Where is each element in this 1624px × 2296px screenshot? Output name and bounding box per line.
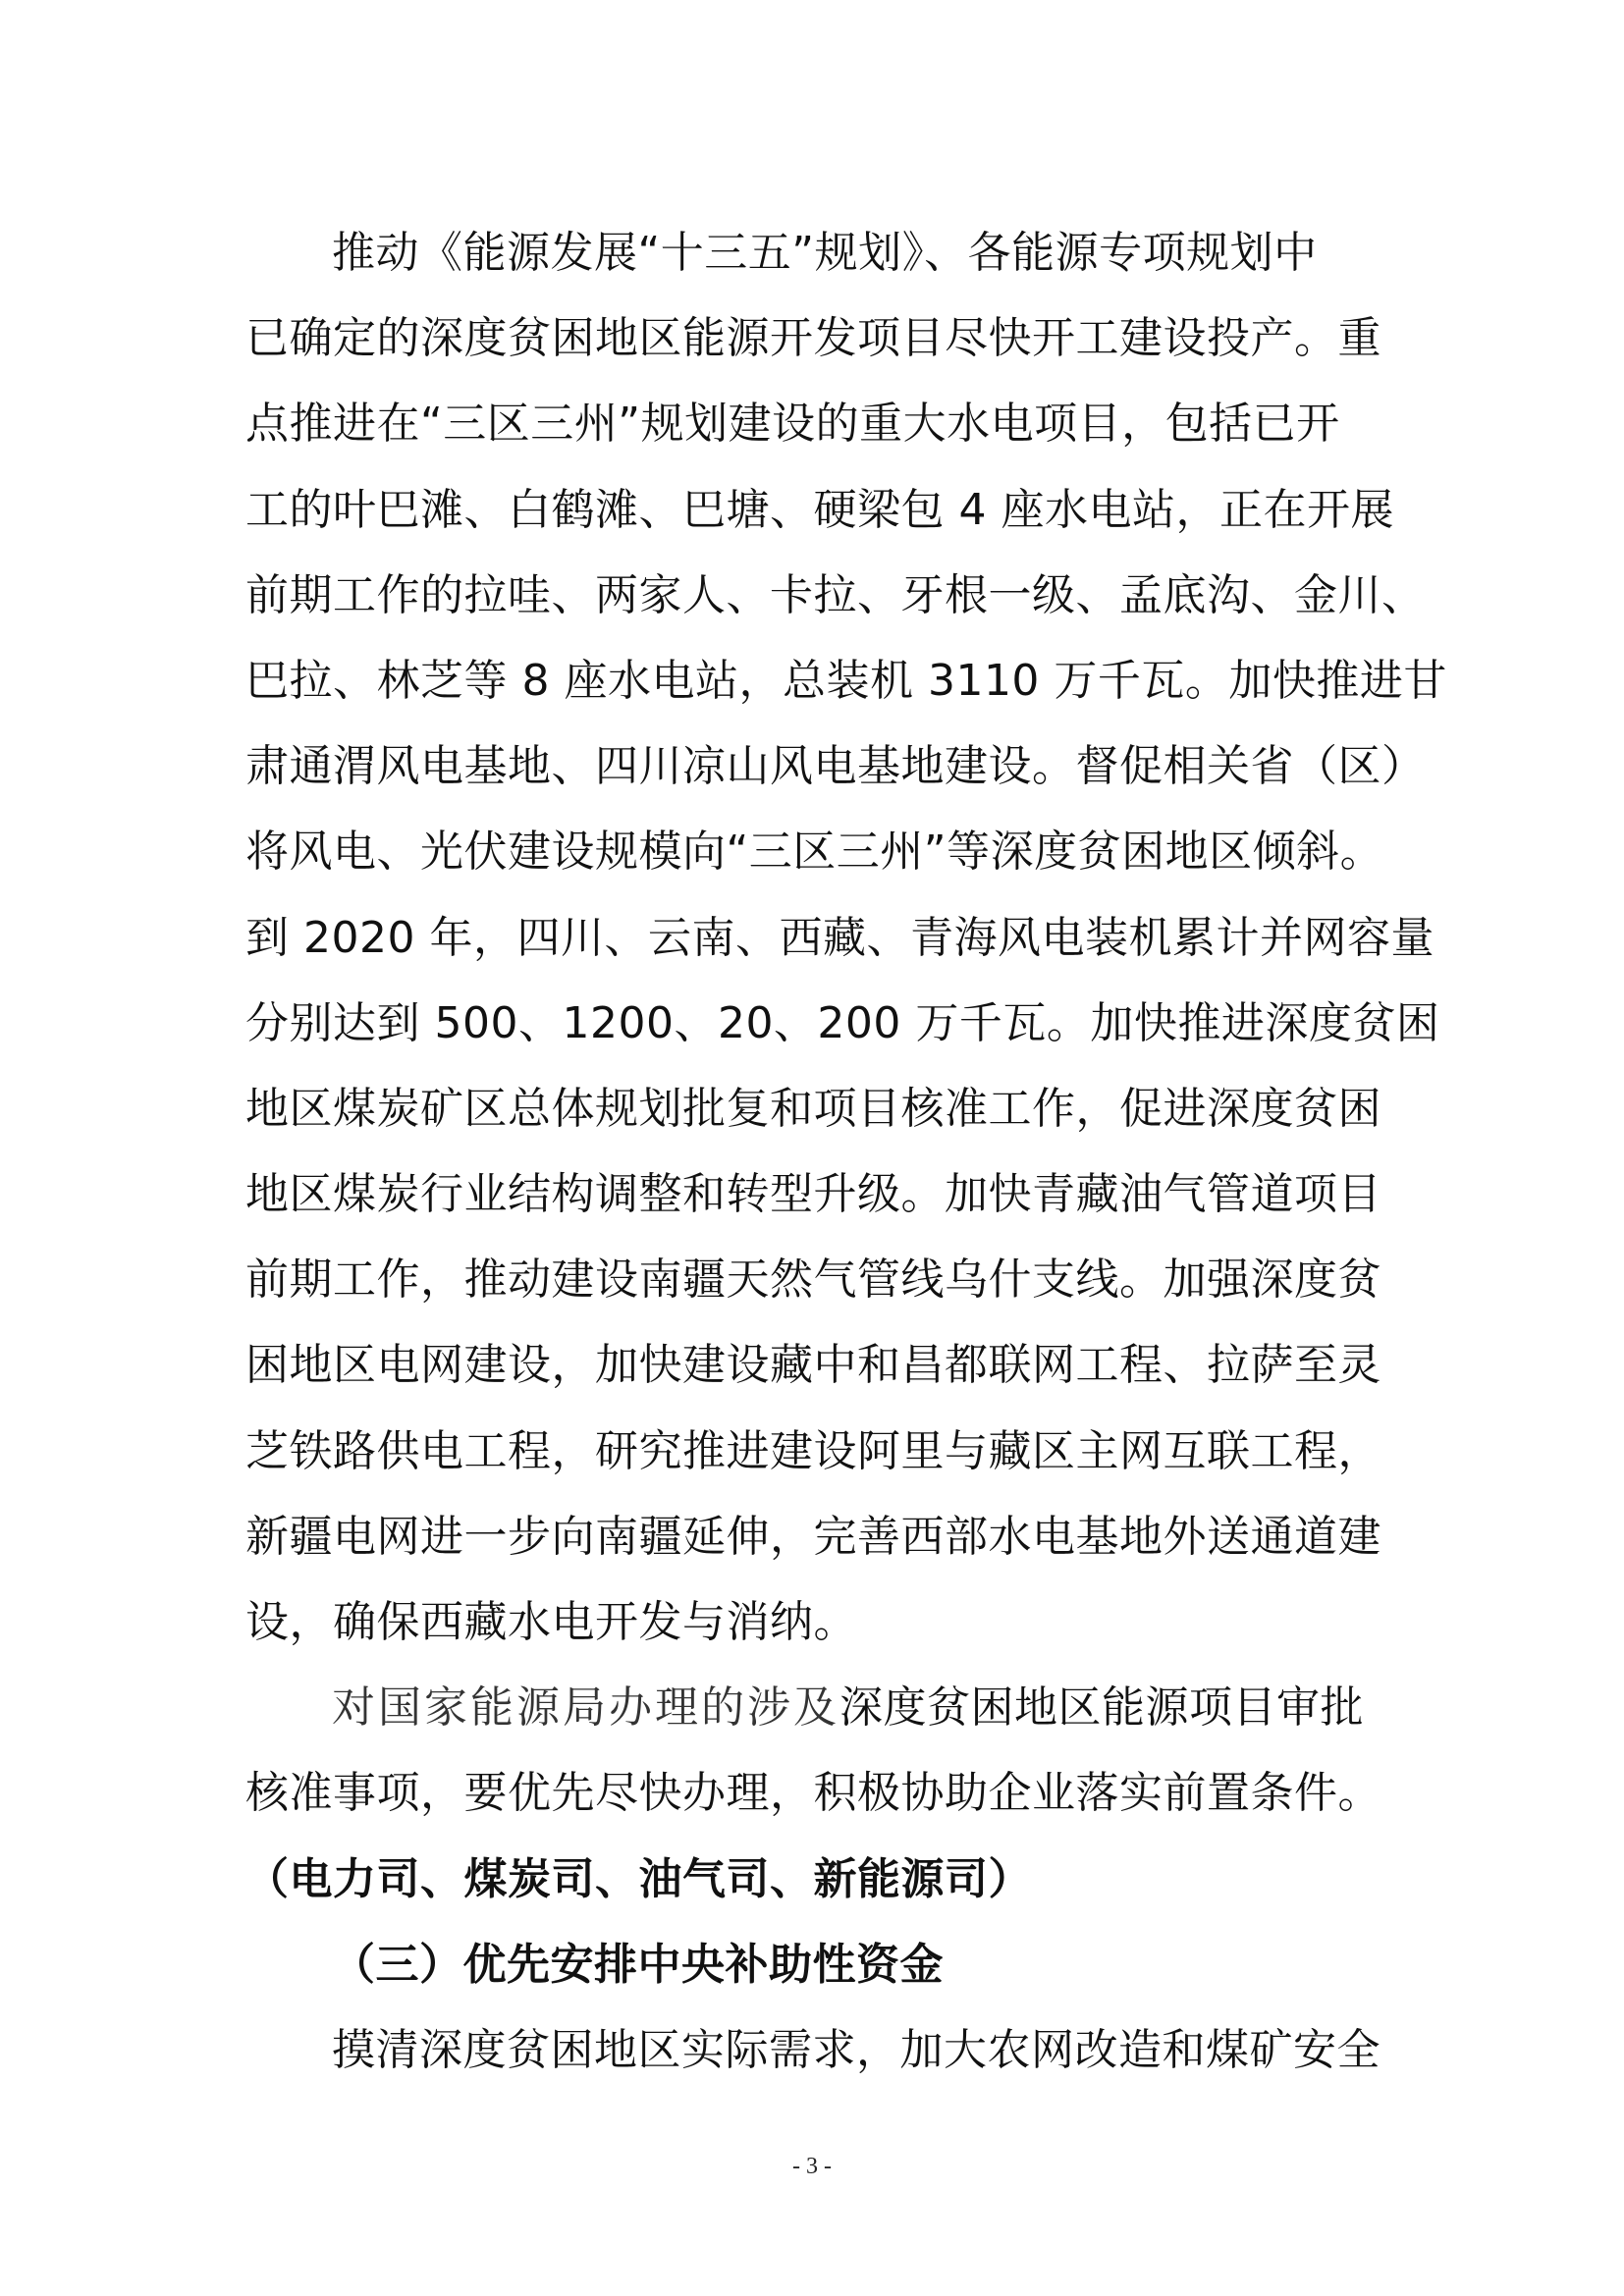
paragraph-line: 新疆电网进一步向南疆延伸，完善西部水电基地外送通道建 [245, 1511, 1381, 1562]
text-segment: 深度贫困地区能源项目审批 [839, 1682, 1364, 1734]
paragraph-line: 核准事项，要优先尽快办理，积极协助企业落实前置条件。 [245, 1768, 1381, 1819]
body-text [245, 210, 1447, 2093]
paragraph-line: 困地区电网建设，加快建设藏中和昌都联网工程、拉萨至灵 [245, 1340, 1381, 1391]
paragraph-line: 将风电、光伏建设规模向“三区三州”等深度贫困地区倾斜。 [245, 827, 1384, 878]
paragraph-line: 巴拉、林芝等 8 座水电站，总装机 3110 万千瓦。加快推进甘 [245, 655, 1447, 706]
responsible-departments: （电力司、煤炭司、油气司、新能源司） [245, 1853, 1032, 1904]
paragraph-line: 已确定的深度贫困地区能源开发项目尽快开工建设投产。重 [245, 313, 1381, 364]
paragraph-line: 工的叶巴滩、白鹤滩、巴塘、硬梁包 4 座水电站，正在开展 [245, 484, 1394, 535]
paragraph-line: 前期工作，推动建设南疆天然气管线乌什支线。加强深度贫 [245, 1255, 1381, 1306]
paragraph-line: 摸清深度贫困地区实际需求，加大农网改造和煤矿安全 [332, 2024, 1380, 2075]
paragraph-line: 到 2020 年，四川、云南、西藏、青海风电装机累计并网容量 [245, 912, 1435, 963]
paragraph-line: 地区煤炭矿区总体规划批复和项目核准工作，促进深度贫困 [245, 1083, 1381, 1134]
paragraph-line: 芝铁路供电工程，研究推进建设阿里与藏区主网互联工程， [245, 1425, 1381, 1476]
section-heading: （三）优先安排中央补助性资金 [332, 1939, 944, 1990]
paragraph-line: 前期工作的拉哇、两家人、卡拉、牙根一级、孟底沟、金川、 [245, 569, 1426, 620]
paragraph-line: 设，确保西藏水电开发与消纳。 [245, 1597, 857, 1647]
paragraph-line: 推动《能源发展“十三五”规划》、各能源专项规划中 [332, 228, 1318, 278]
paragraph-line: 点推进在“三区三州”规划建设的重大水电项目，包括已开 [245, 399, 1340, 450]
light-text-segment: 对国家能源局办理的涉及 [332, 1682, 839, 1734]
page-number: - 3 - [792, 2154, 832, 2179]
paragraph-line: 地区煤炭行业结构调整和转型升级。加快青藏油气管道项目 [245, 1169, 1381, 1220]
paragraph-line: 肃通渭风电基地、四川凉山风电基地建设。督促相关省（区） [245, 741, 1426, 792]
paragraph-line: 分别达到 500、1200、20、200 万千瓦。加快推进深度贫困 [245, 997, 1440, 1048]
paragraph-line [245, 1665, 1384, 1750]
